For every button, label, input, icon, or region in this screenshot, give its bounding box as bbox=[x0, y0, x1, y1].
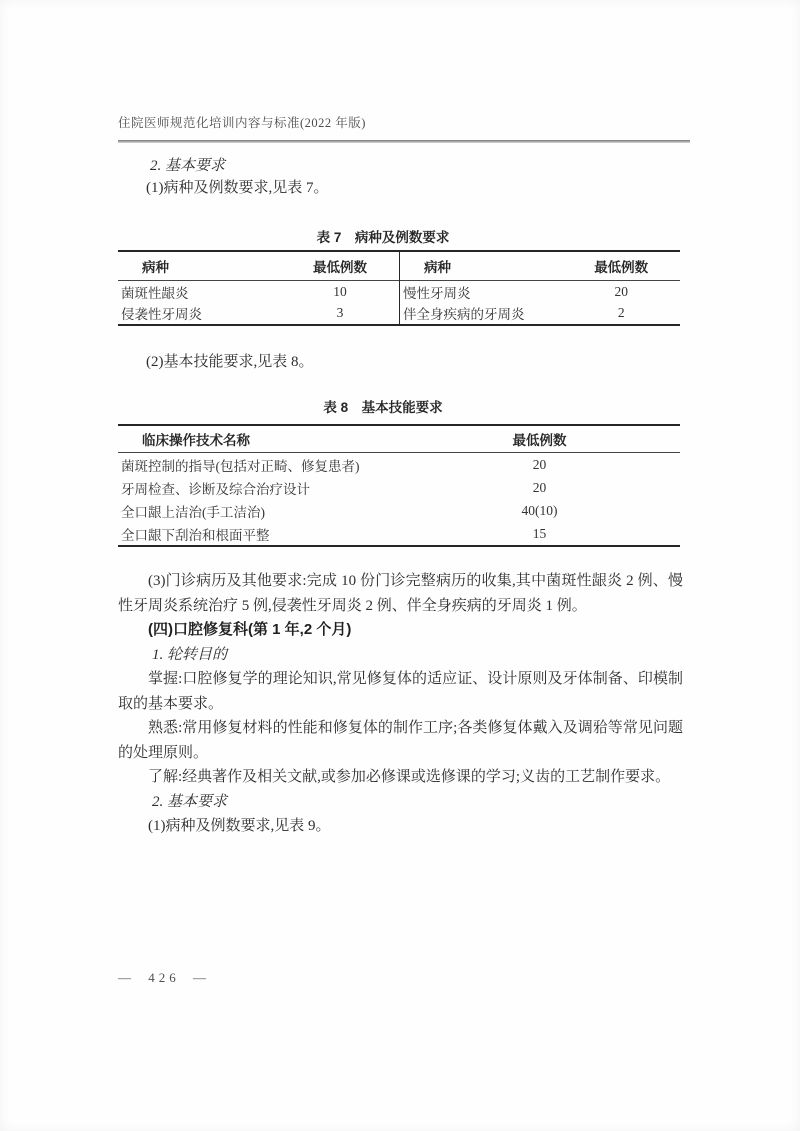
table-cell: 10 bbox=[333, 283, 347, 299]
table7-right-half bbox=[399, 252, 680, 324]
column-header: 病种 bbox=[142, 260, 169, 275]
paragraph-master: 掌握:口腔修复学的理论知识,常见修复体的适应证、设计原则及牙体制备、印模制取的基本要求。 bbox=[118, 671, 683, 712]
table-cell: 菌斑性龈炎 bbox=[121, 285, 189, 301]
table-row bbox=[118, 476, 680, 499]
table8-caption: 表 8 基本技能要求 bbox=[323, 400, 443, 415]
section-heading-prosthodontics: (四)口腔修复科(第 1 年,2 个月) bbox=[148, 621, 352, 638]
table-cell: 侵袭性牙周炎 bbox=[121, 307, 202, 323]
body-text-block bbox=[118, 569, 683, 839]
table-cell: 全口龈下刮治和根面平整 bbox=[121, 527, 270, 543]
header-divider bbox=[118, 140, 690, 143]
disease-cases-line-table9: (1)病种及例数要求,见表 9。 bbox=[148, 818, 331, 834]
table7-caption: 表 7 病种及例数要求 bbox=[316, 230, 450, 245]
paragraph-understand: 了解:经典著作及相关文献,或参加必修课或选修课的学习;义齿的工艺制作要求。 bbox=[148, 769, 671, 785]
table-row bbox=[118, 499, 680, 522]
table-row bbox=[400, 303, 680, 325]
table7-disease-cases bbox=[118, 250, 680, 326]
table-cell: 菌斑控制的指导(包括对正畸、修复患者) bbox=[121, 458, 360, 474]
column-header: 临床操作技术名称 bbox=[142, 433, 250, 448]
table-cell: 40(10) bbox=[521, 502, 558, 518]
table8-header-row bbox=[118, 426, 680, 453]
table-cell: 2 bbox=[617, 305, 625, 321]
basic-requirements-line-2: 2. 基本要求 bbox=[152, 793, 228, 810]
table-row bbox=[400, 281, 680, 303]
doc-header-title: 住院医师规范化培训内容与标准(2022 年版) bbox=[118, 116, 366, 130]
column-header: 最低例数 bbox=[512, 433, 567, 448]
column-header: 病种 bbox=[424, 260, 451, 275]
table-row bbox=[118, 522, 680, 545]
table7-left-half bbox=[118, 252, 399, 324]
column-header: 最低例数 bbox=[594, 260, 649, 275]
paragraph-familiar: 熟悉:常用修复材料的性能和修复体的制作工序;各类修复体戴入及调𬌗等常见问题的处理原则。 bbox=[118, 720, 683, 761]
table-cell: 20 bbox=[532, 479, 547, 495]
table-cell: 15 bbox=[532, 525, 547, 541]
basic-requirements-line: 2. 基本要求 bbox=[150, 158, 226, 174]
table-row bbox=[118, 453, 680, 476]
table-cell: 20 bbox=[532, 456, 547, 472]
table-cell: 全口龈上洁治(手工洁治) bbox=[121, 504, 265, 520]
table-row bbox=[118, 281, 399, 303]
skill-requirements-line: (2)基本技能要求,见表 8。 bbox=[146, 354, 314, 370]
table-cell: 20 bbox=[614, 283, 628, 299]
disease-cases-line-table7: (1)病种及例数要求,见表 7。 bbox=[146, 180, 329, 196]
table-cell: 伴全身疾病的牙周炎 bbox=[403, 307, 525, 323]
table-row bbox=[118, 303, 399, 325]
table-cell: 3 bbox=[336, 305, 344, 321]
table8-basic-skills bbox=[118, 424, 680, 547]
paragraph-outpatient-records: (3)门诊病历及其他要求:完成 10 份门诊完整病历的收集,其中菌斑性龈炎 2 例、慢性牙周炎系统治疗 5 例,侵袭性牙周炎 2 例、伴全身疾病的牙周炎 1 例。 bbox=[118, 573, 683, 614]
page-number: — 426 — bbox=[118, 970, 210, 985]
table7-header-row bbox=[400, 252, 680, 281]
column-header: 最低例数 bbox=[312, 260, 367, 275]
table-cell: 慢性牙周炎 bbox=[403, 285, 471, 301]
table7-header-row bbox=[118, 252, 399, 281]
rotation-purpose-line: 1. 轮转目的 bbox=[152, 646, 228, 663]
table-cell: 牙周检查、诊断及综合治疗设计 bbox=[121, 481, 310, 497]
